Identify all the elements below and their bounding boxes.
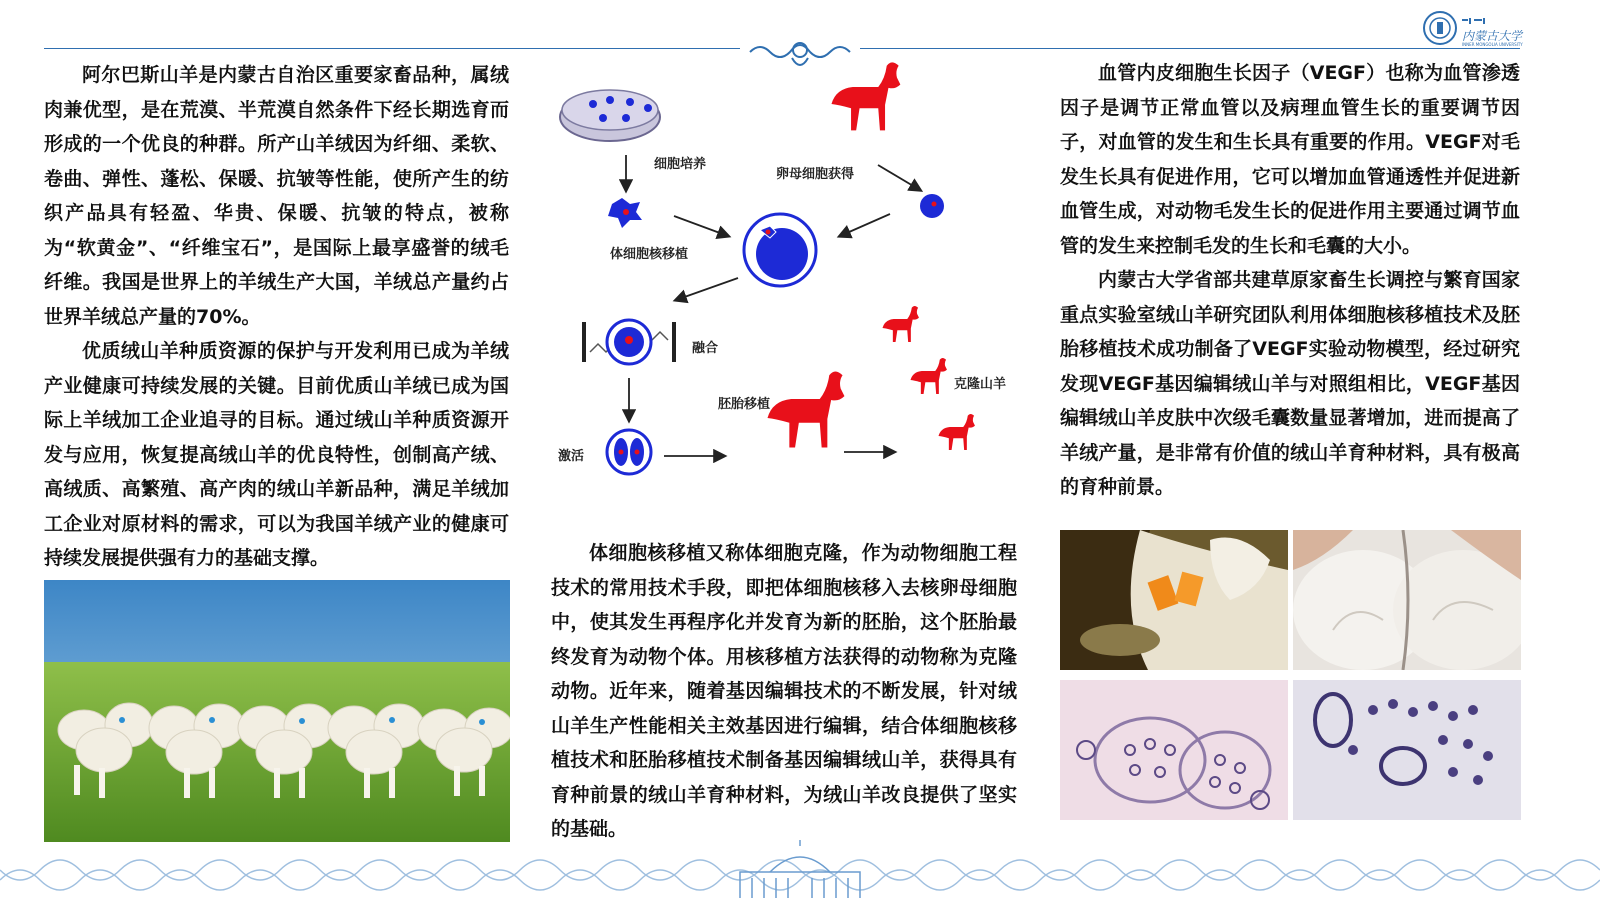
goat-fleece-photo (1293, 530, 1521, 670)
somatic-cell-icon (608, 198, 642, 228)
cloned-goat-icon-1 (883, 306, 919, 342)
reconstructed-embryo-icon (744, 214, 816, 286)
donor-goat-icon (832, 62, 901, 130)
label-fusion: 融合 (692, 341, 719, 356)
skin-histology-control-photo (1060, 680, 1288, 820)
label-activation: 激活 (558, 449, 585, 464)
fusion-electrode-icon (584, 320, 674, 364)
label-embryo-transfer: 胚胎移植 (718, 397, 771, 412)
label-nuclear-transfer: 体细胞核移植 (610, 247, 689, 262)
paragraph-germplasm: 优质绒山羊种质资源的保护与开发利用已成为羊绒产业健康可持续发展的关键。目前优质山羊绒已成为国际上羊绒加工企业追寻的目标。通过绒山羊种质资源开发与应用，恢复提高绒山羊的优良特性，创制高产绒、高绒质、高繁殖、高产肉的绒山羊新品种，满足羊绒加工企业对原材料的需求，可以为我国羊绒产业的健康可持续发展提供强有力的基础支撑。 (44, 340, 509, 569)
paragraph-albas-goat: 阿尔巴斯山羊是内蒙古自治区重要家畜品种，属绒肉兼优型，是在荒漠、半荒漠自然条件下经长期选育而形成的一个优良的种群。所产山羊绒因为纤细、柔软、卷曲、弹性、蓬松、保暖、抗皱等性能，使所产生的纺织产品具有轻盈、华贵、保暖、抗皱的特点，被称为“软黄金”、“纤维宝石”，是国际上最享盛誉的绒毛纤维。我国是世界上的羊绒生产大国，羊绒总产量约占世界羊绒总产量的70%。 (44, 64, 509, 328)
label-cloned-goat: 克隆山羊 (954, 377, 1007, 392)
skin-histology-vegf-photo (1293, 680, 1521, 820)
decorative-footer-band (0, 840, 1600, 900)
goat-herd-photo (44, 580, 510, 842)
cloning-process-diagram (548, 60, 1028, 500)
paragraph-vegf: 血管内皮细胞生长因子（VEGF）也称为血管渗透因子是调节正常血管以及病理血管生长的重要调节因子，对血管的发生和生长具有重要的作用。VEGF对毛发生长具有促进作用，它可以增加血管通透性并促进新血管生成，对动物毛发生长的促进作用主要通过调节血管的发生来控制毛发的生长和毛囊的大小。 (1060, 62, 1520, 257)
petri-dish-icon (560, 90, 660, 141)
goat-ear-tag-photo (1060, 530, 1288, 670)
label-cell-culture: 细胞培养 (654, 157, 707, 172)
cloned-goat-icon-3 (939, 414, 975, 450)
svg-text:内蒙古大学: 内蒙古大学 (1462, 29, 1523, 43)
paragraph-research-team: 内蒙古大学省部共建草原家畜生长调控与繁育国家重点实验室绒山羊研究团队利用体细胞核移植技术及胚胎移植技术成功制备了VEGF实验动物模型，经过研究发现VEGF基因编辑绒山羊与对照组相比，VEGF基因编辑绒山羊皮肤中次级毛囊数量显著增加，进而提高了羊绒产量，是非常有价值的绒山羊育种材料，具有极高的育种前景。 (1060, 269, 1520, 498)
university-seal-icon (1420, 8, 1540, 48)
label-oocyte: 卵母细胞获得 (776, 167, 855, 182)
oocyte-icon (920, 194, 944, 218)
column-left-text (44, 58, 509, 576)
surrogate-goat-icon (768, 371, 845, 447)
column-right-text (1060, 56, 1520, 505)
cloned-goat-icon-2 (911, 358, 947, 394)
university-logo (1420, 8, 1540, 48)
column-middle-text (551, 536, 1017, 847)
paragraph-nuclear-transfer: 体细胞核移植又称体细胞克隆，作为动物细胞工程技术的常用技术手段，即把体细胞核移入去核卵母细胞中，使其发生再程序化并发育为新的胚胎，这个胚胎最终发育为动物个体。用核移植方法获得的动物称为克隆动物。近年来，随着基因编辑技术的不断发展，针对绒山羊生产性能相关主效基因进行编辑，结合体细胞核移植技术和胚胎移植技术制备基因编辑绒山羊，获得具有育种前景的绒山羊育种材料，为绒山羊改良提供了坚实的基础。 (551, 542, 1017, 840)
activated-embryo-icon (607, 430, 651, 474)
svg-text:INNER MONGOLIA UNIVERSITY: INNER MONGOLIA UNIVERSITY (1462, 42, 1523, 47)
